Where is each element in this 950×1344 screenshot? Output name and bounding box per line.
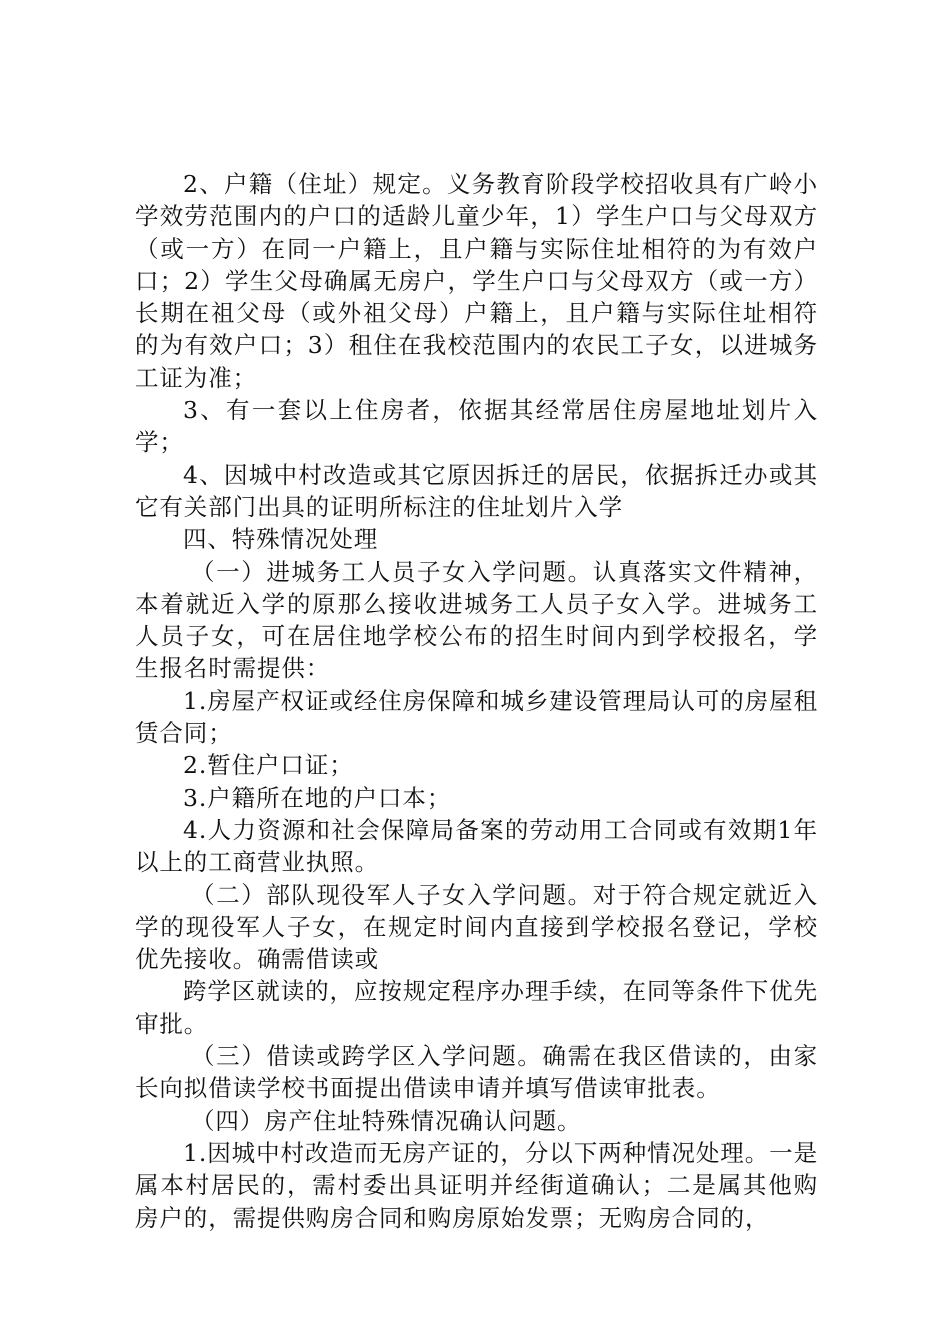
list-item-household-register: 3.户籍所在地的户口本； (183, 783, 452, 812)
paragraph-cross-district: 跨学区就读的，应按规定程序办理手续，在同等条件下优先审批。 (135, 977, 818, 1038)
paragraph-household-rules: 2、户籍（住址）规定。义务教育阶段学校招收具有广岭小学效劳范围内的户口的适龄儿童少年，1）学生户口与父母双方（或一方）在同一户籍上，且户籍与实际住址相符的为有效户口；2）学生父母确属无房户，学生户口与父母双方（或一方）长期在祖父母（或外祖父母）户籍上，且户籍与实际住址相符的为有效户口；3）租住在我校范围内的农民工子女，以进城务工证为准； (135, 170, 818, 392)
paragraph-borrowed-study: （三）借读或跨学区入学问题。确需在我区借读的，由家长向拟借读学校书面提出借读申请并填写借读审批表。 (135, 1042, 818, 1103)
document-body (135, 168, 818, 1234)
paragraph-multiple-houses: 3、有一套以上住房者，依据其经常居住房屋地址划片入学； (135, 396, 818, 457)
paragraph-demolition: 4、因城中村改造或其它原因拆迁的居民，依据拆迁办或其它有关部门出具的证明所标注的住址划片入学 (135, 460, 818, 521)
list-item-temporary-residence: 2.暂住户口证； (183, 751, 354, 780)
paragraph-migrant-workers: （一）进城务工人员子女入学问题。认真落实文件精神，本着就近入学的原那么接收进城务工人员子女入学。进城务工人员子女，可在居住地学校公布的招生时间内到学校报名，学生报名时需提供： (135, 557, 818, 683)
paragraph-military-children: （二）部队现役军人子女入学问题。对于符合规定就近入学的现役军人子女，在规定时间内直接到学校报名登记，学校优先接收。确需借读或 (135, 880, 818, 974)
list-item-property-certificate: 1.房屋产权证或经住房保障和城乡建设管理局认可的房屋租赁合同； (135, 686, 818, 748)
list-item-labor-contract: 4.人力资源和社会保障局备案的劳动用工合同或有效期1年以上的工商营业执照。 (135, 815, 818, 877)
paragraph-urban-village: 1.因城中村改造而无房产证的，分以下两种情况处理。一是属本村居民的，需村委出具证明并经街道确认；二是属其他购房户的，需提供购房合同和购房原始发票；无购房合同的， (135, 1138, 818, 1232)
paragraph-property-address: （四）房产住址特殊情况确认问题。 (191, 1106, 582, 1135)
section-heading-special-cases: 四、特殊情况处理 (183, 525, 379, 554)
